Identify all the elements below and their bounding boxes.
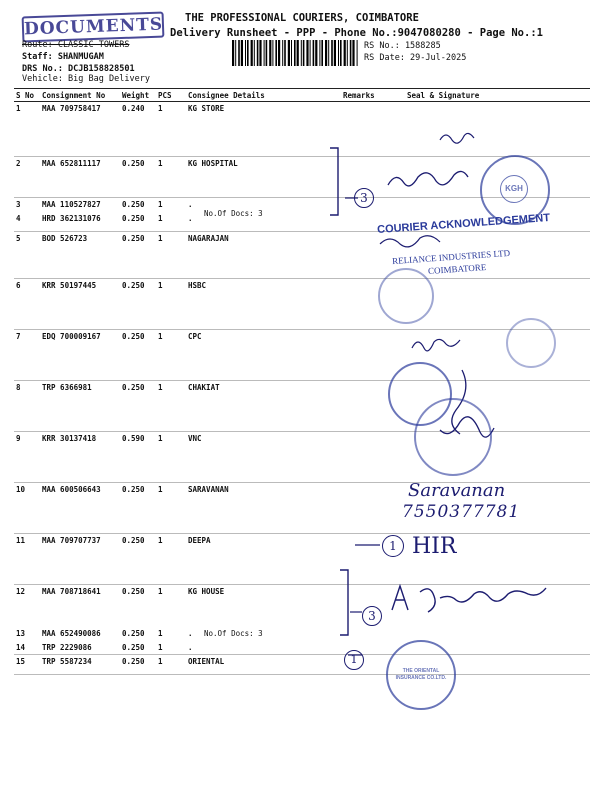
- staff-label: Staff: SHANMUGAM: [22, 52, 104, 62]
- cell-consignee: .: [186, 641, 341, 655]
- cell-pcs: 1: [158, 200, 163, 209]
- cell-cno: MAA 709707737: [40, 534, 120, 585]
- cell-cno: KRR 50197445: [40, 279, 120, 330]
- cell-wt: 0.250: [120, 232, 156, 279]
- cell-pcs: 1: [156, 655, 186, 675]
- cell-wt: 0.250: [120, 381, 156, 432]
- cell-sno: 10: [14, 483, 40, 534]
- cell-cno: MAA 600506643: [40, 483, 120, 534]
- cell-sno: 12: [16, 587, 26, 596]
- cell-consignee: VNC: [186, 432, 341, 483]
- col-consignee: Consignee Details: [186, 89, 341, 102]
- handwritten-hir: HIR: [412, 534, 457, 559]
- rs-number: RS No.: 1588285: [364, 41, 441, 51]
- cell-pcs: 1: [156, 157, 186, 198]
- cell-wt: 0.250: [120, 279, 156, 330]
- rs-date: RS Date: 29-Jul-2025: [364, 53, 467, 63]
- handwritten-phone: 7550377781: [402, 502, 521, 522]
- cell-consignee: .: [188, 200, 193, 209]
- cell-cno: MAA 708718641: [42, 587, 101, 596]
- cell-wt: 0.250: [120, 330, 156, 381]
- cell-sno: 3: [16, 200, 21, 209]
- no-of-docs: No.Of Docs: 3: [204, 629, 263, 638]
- cell-wt: 0.250: [120, 641, 156, 655]
- cell-consignee: HSBC: [186, 279, 341, 330]
- cell-pcs: 1: [156, 102, 186, 157]
- col-seal: Seal & Signature: [383, 89, 590, 102]
- cell-wt: 0.250: [120, 483, 156, 534]
- ack-stamp-title: COURIER ACKNOWLEDGEMENT: [376, 211, 551, 237]
- cell-cno: TRP 5587234: [40, 655, 120, 675]
- cell-pcs: 1: [156, 232, 186, 279]
- vehicle-label: Vehicle: Big Bag Delivery: [22, 74, 150, 84]
- cell-sno: 8: [14, 381, 40, 432]
- cell-consignee: ORIENTAL: [186, 655, 341, 675]
- ack-stamp-company: RELIANCE INDUSTRIES LTD: [391, 247, 511, 267]
- documents-stamp: DOCUMENTS: [22, 12, 165, 43]
- cell-sno: 11: [14, 534, 40, 585]
- cell-consignee: DEEPA: [186, 534, 341, 585]
- cell-consignee: KG HOUSE: [188, 587, 225, 596]
- signature-scribble: [380, 236, 440, 247]
- cell-cno: EDQ 700009167: [40, 330, 120, 381]
- no-of-docs: No.Of Docs: 3: [204, 209, 263, 218]
- cell-pcs: 1: [156, 212, 186, 232]
- signature-scribble: [440, 133, 474, 143]
- signature-scribble: [412, 339, 460, 350]
- cell-wt: 0.250: [120, 534, 156, 585]
- cell-wt: 0.250: [122, 628, 145, 638]
- cell-cno: BOD 526723: [40, 232, 120, 279]
- cell-cno: TRP 2229086: [40, 641, 120, 655]
- circled-count: 1: [344, 650, 364, 670]
- cell-cno: MAA 709758417: [40, 102, 120, 157]
- signature-scribble: [392, 586, 546, 612]
- cell-consignee: NAGARAJAN: [186, 232, 341, 279]
- col-pcs: PCS: [156, 89, 186, 102]
- cell-sno: 1: [14, 102, 40, 157]
- drs-number: DRS No.: DCJB158828501: [22, 64, 135, 74]
- cell-wt: 0.590: [120, 432, 156, 483]
- cell-wt: 0.250: [122, 587, 145, 596]
- cell-sno: 13: [16, 628, 26, 638]
- cell-wt: 0.250: [120, 212, 156, 232]
- cell-sno: 2: [14, 157, 40, 198]
- col-remarks: Remarks: [341, 89, 383, 102]
- bracket-mark: [340, 570, 348, 635]
- cell-pcs: 1: [156, 641, 186, 655]
- cell-consignee: CPC: [186, 330, 341, 381]
- cell-cno: MAA 110527827: [42, 200, 101, 209]
- col-consignment: Consignment No: [40, 89, 120, 102]
- cell-consignee: CHAKIAT: [186, 381, 341, 432]
- ack-stamp-city: COIMBATORE: [427, 261, 487, 277]
- circled-count: 1: [382, 535, 404, 557]
- circled-count: 3: [362, 606, 382, 626]
- cell-sno: 14: [14, 641, 40, 655]
- cell-pcs: 1: [156, 534, 186, 585]
- cell-pcs: 1: [156, 432, 186, 483]
- round-seal: [506, 318, 556, 368]
- cell-sno: 4: [14, 212, 40, 232]
- cell-cno: MAA 652811117: [40, 157, 120, 198]
- cell-pcs: 1: [156, 330, 186, 381]
- route-label: Route: CLASSIC TOWERS: [22, 40, 130, 50]
- cell-sno: 15: [14, 655, 40, 675]
- cell-sno: 9: [14, 432, 40, 483]
- cell-wt: 0.240: [120, 102, 156, 157]
- cell-consignee: SARAVANAN: [186, 483, 341, 534]
- cell-wt: 0.250: [120, 655, 156, 675]
- cell-consignee: KG STORE: [186, 102, 341, 157]
- round-seal: [378, 268, 434, 324]
- col-weight: Weight: [120, 89, 156, 102]
- cell-cno: KRR 30137418: [40, 432, 120, 483]
- cell-wt: 0.250: [122, 200, 145, 209]
- cell-pcs: 1: [158, 628, 163, 638]
- bracket-mark: [330, 148, 338, 215]
- signature-scribble: [388, 171, 468, 185]
- round-seal: [414, 398, 492, 476]
- page-subtitle: Delivery Runsheet - PPP - Phone No.:9047080280 - Page No.:1: [170, 27, 543, 39]
- cell-sno: 6: [14, 279, 40, 330]
- page-title: THE PROFESSIONAL COURIERS, COIMBATORE: [185, 12, 419, 24]
- handwritten-name: Saravanan: [408, 480, 506, 501]
- cell-consignee: .: [186, 212, 341, 232]
- cell-wt: 0.250: [120, 157, 156, 198]
- cell-sno: 7: [14, 330, 40, 381]
- cell-pcs: 1: [156, 483, 186, 534]
- col-sno: S No: [14, 89, 40, 102]
- oriental-seal: [386, 640, 456, 710]
- cell-cno: HRD 362131076: [40, 212, 120, 232]
- circled-count: 3: [354, 188, 374, 208]
- cell-cno: TRP 6366981: [40, 381, 120, 432]
- cell-consignee: .: [188, 628, 193, 638]
- cell-pcs: 1: [158, 587, 163, 596]
- cell-pcs: 1: [156, 381, 186, 432]
- cell-consignee: KG HOSPITAL: [186, 157, 341, 198]
- kgh-label: KGH: [500, 175, 528, 203]
- cell-sno: 5: [14, 232, 40, 279]
- cell-pcs: 1: [156, 279, 186, 330]
- cell-cno: MAA 652490086: [42, 628, 101, 638]
- oriental-seal-label: THE ORIENTAL INSURANCE CO.LTD.: [395, 668, 447, 681]
